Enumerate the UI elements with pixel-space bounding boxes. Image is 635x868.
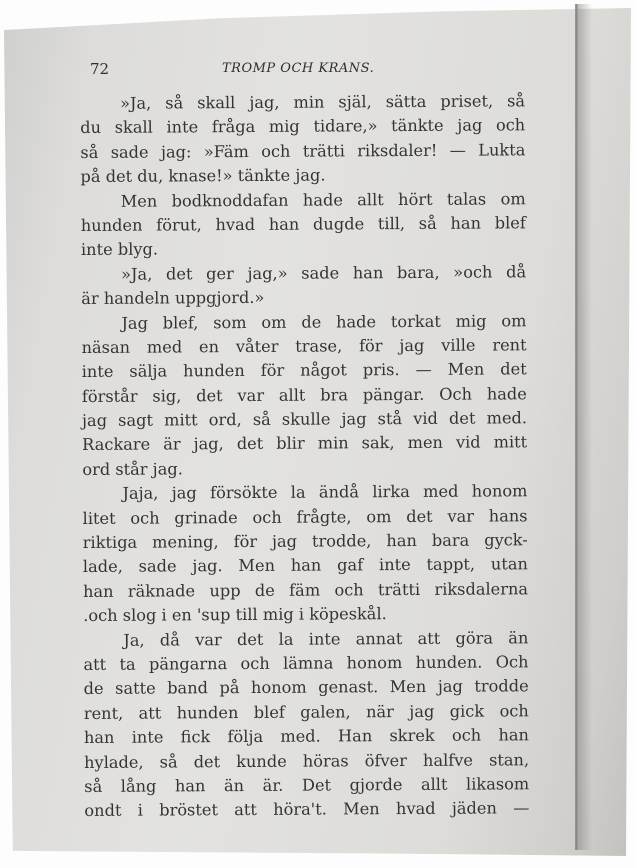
text-line: »Ja, det ger jag,» sade han bara, »och då — [121, 262, 527, 284]
text-line: ord står jag. — [82, 459, 183, 479]
text-line: riktiga mening, för jag trodde, han bara gyck- — [82, 530, 528, 553]
page-gutter-edge — [575, 4, 578, 850]
text-line: förstår sig, det var allt bra pängar. Och hade — [81, 383, 527, 406]
text-line: Ja, då var det la inte annat att göra än — [123, 627, 529, 650]
text-line: så lång han än är. Det gjorde allt likasom — [84, 774, 530, 796]
text-line: »Ja, så skall jag, min själ, sätta priset, så — [120, 91, 526, 113]
page-number: 72 — [90, 60, 110, 78]
text-line: litet och grinade och frågte, om det var hans — [82, 505, 528, 528]
text-line: lade, sade jag. Men han gaf inte tappt, utan — [82, 554, 528, 577]
text-line: de satte band på honom genast. Men jag trodde — [83, 676, 529, 699]
text-line: du skall inte fråga mig tidare,» tänkte jag och — [80, 115, 526, 138]
text-line: Jag blef, som om de hade torkat mig om — [121, 310, 527, 333]
text-line: ondt i bröstet att höra't. Men hvad jäden — — [84, 798, 530, 821]
text-line: .och slog i en 'sup till mig i köpeskål. — [83, 604, 387, 626]
text-line: så sade jag: »Fäm och trätti riksdaler! — Lukta — [80, 140, 526, 162]
text-line: att ta pängarna och lämna honom hunden. Och — [83, 652, 529, 674]
text-line: Men bodknoddafan hade allt hört talas om — [120, 188, 526, 211]
text-line: han inte fick följa med. Han skrek och han — [83, 725, 529, 748]
page-header — [90, 58, 520, 82]
text-line: jag sagt mitt ord, så skulle jag stå vid det med. — [81, 408, 528, 431]
text-line: Rackare är jag, det blir min sak, men vid mitt — [82, 432, 528, 455]
text-line: näsan med en våter trase, för jag ville rent — [81, 335, 527, 357]
running-head: TROMP OCH KRANS. — [222, 61, 375, 76]
text-line: är handeln uppgjord.» — [81, 288, 265, 309]
text-line: rent, att hunden blef galen, när jag gick och — [83, 701, 529, 723]
text-line: på det du, knase!» tänkte jag. — [80, 165, 326, 187]
body-text — [80, 89, 529, 823]
text-line: hylade, så det kunde höras öfver halfve stan, — [84, 749, 530, 772]
text-line: hunden förut, hvad han dugde till, så han blef — [80, 213, 526, 235]
text-line: inte blyg. — [80, 239, 159, 260]
binding-shadow — [578, 4, 592, 850]
text-line: han räknade upp de fäm och trätti riksdalerna — [82, 579, 529, 601]
text-line: inte sälja hunden för något pris. — Men det — [81, 359, 527, 382]
text-line: Jaja, jag försökte la ändå lirka med honom — [122, 481, 528, 503]
